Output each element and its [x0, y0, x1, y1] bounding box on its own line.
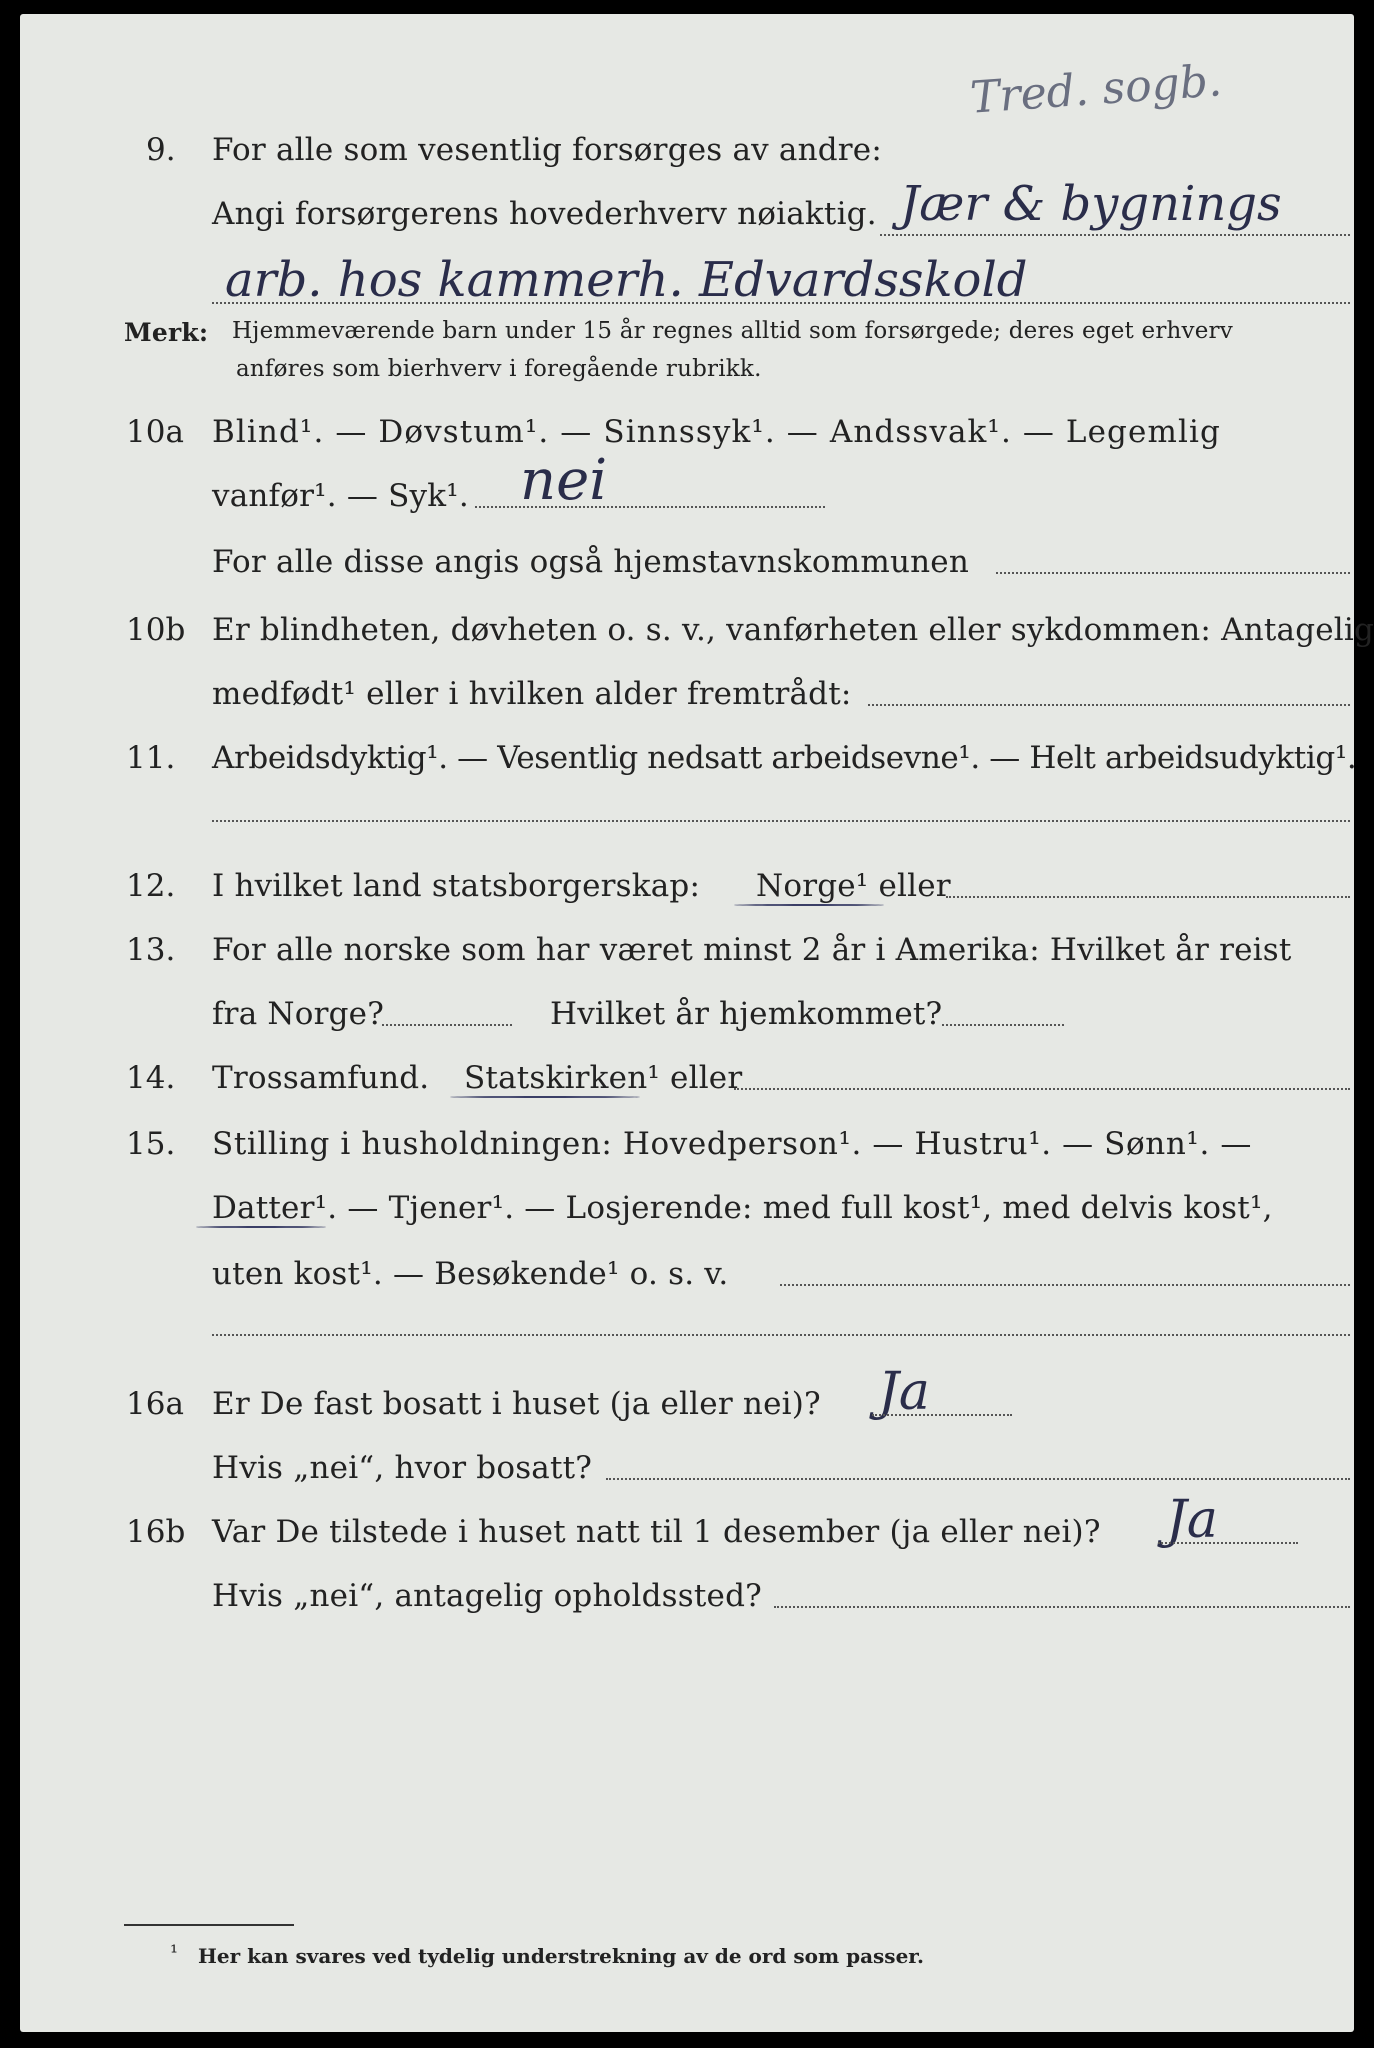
question-number: 13. — [126, 932, 176, 968]
answer-line — [880, 234, 1350, 236]
question-number: 10b — [126, 612, 186, 648]
question-number: 14. — [126, 1060, 176, 1096]
question-12 — [20, 868, 1354, 928]
question-number: 16a — [126, 1386, 184, 1422]
question-10a — [20, 414, 1354, 474]
question-number: 9. — [146, 132, 176, 168]
question-15-line-2 — [20, 1190, 1354, 1250]
question-16a-line-2 — [20, 1450, 1354, 1510]
note-text: Hjemmeværende barn under 15 år regnes alltid som forsørgede; deres eget erhverv — [232, 318, 1233, 344]
answer-line — [780, 1284, 1350, 1286]
question-number: 10a — [126, 414, 184, 450]
answer-line — [872, 1414, 1012, 1416]
question-10a-line-2 — [20, 448, 1354, 538]
note-text: anføres som bierhverv i foregående rubrikk. — [236, 356, 762, 382]
question-text: Arbeidsdyktig¹. — Vesentlig nedsatt arbeidsevne¹. — Helt arbeidsudyktig¹. — [212, 740, 1357, 776]
question-15 — [20, 1126, 1354, 1186]
answer-line — [606, 1478, 1350, 1480]
question-number: 15. — [126, 1126, 176, 1162]
question-10a-line-3 — [20, 544, 1354, 604]
question-13-line-2 — [20, 996, 1354, 1056]
question-13 — [20, 932, 1354, 992]
question-14 — [20, 1060, 1354, 1120]
answer-line — [734, 1088, 1350, 1090]
question-text: For alle norske som har været minst 2 år i Amerika: Hvilket år reist — [212, 932, 1292, 968]
question-text: Hvilket år hjemkommet? — [550, 996, 943, 1032]
question-text: Blind¹. — Døvstum¹. — Sinnssyk¹. — Andssvak¹. — Legemlig — [212, 414, 1221, 450]
question-text: I hvilket land statsborgerskap: — [212, 868, 701, 904]
note-merk-line-2 — [20, 356, 1354, 416]
question-text: Var De tilstede i huset natt til 1 desember (ja eller nei)? — [212, 1514, 1101, 1550]
option-text: Norge¹ eller — [756, 868, 951, 904]
answer-line — [1158, 1542, 1298, 1544]
handwritten-answer: Ja — [878, 1362, 930, 1422]
footnote-mark: ¹ — [170, 1940, 179, 1964]
footnote-text: Her kan svares ved tydelig understrekning av de ord som passer. — [198, 1944, 924, 1968]
handwritten-answer: arb. hos kammerh. Edvardsskold — [225, 252, 1028, 308]
question-text: uten kost¹. — Besøkende¹ o. s. v. — [212, 1256, 729, 1292]
question-text: Angi forsørgerens hovederhverv nøiaktig. — [212, 196, 877, 232]
answer-line — [996, 572, 1350, 574]
question-text: For alle som vesentlig forsørges av andre: — [212, 132, 882, 168]
handwritten-answer: Jær & bygnings — [900, 176, 1282, 232]
answer-line — [946, 896, 1350, 898]
answer-line — [212, 1334, 1350, 1336]
handwritten-answer: nei — [520, 448, 608, 513]
underline-mark-norge — [734, 904, 884, 906]
handwritten-answer: Ja — [1166, 1490, 1218, 1550]
answer-line — [212, 820, 1350, 822]
question-10b — [20, 612, 1374, 672]
answer-line — [382, 1024, 512, 1026]
option-text: Statskirken¹ eller — [464, 1060, 743, 1096]
question-10b-line-2 — [20, 676, 1354, 736]
question-text: vanfør¹. — Syk¹. — [212, 478, 469, 514]
answer-line — [868, 704, 1350, 706]
question-16b — [20, 1490, 1354, 1574]
question-text: Hvis „nei“, antagelig opholdssted? — [212, 1578, 762, 1614]
question-9-line-2 — [20, 176, 1354, 256]
question-15-line-3 — [20, 1256, 1354, 1316]
question-11 — [20, 740, 1357, 800]
note-label: Merk: — [124, 318, 209, 347]
census-form-page — [20, 14, 1374, 2032]
question-text: medfødt¹ eller i hvilken alder fremtrådt: — [212, 676, 852, 712]
question-text: Er blindheten, døvheten o. s. v., vanførheten eller sykdommen: Antagelig — [212, 612, 1374, 648]
question-text: Er De fast bosatt i huset (ja eller nei)? — [212, 1386, 821, 1422]
question-text: Trossamfund. — [212, 1060, 430, 1096]
question-16a — [20, 1362, 1354, 1446]
handwritten-annotation-top: Tred. sogb. — [968, 55, 1224, 124]
underline-mark-statskirken — [450, 1096, 640, 1098]
answer-line — [475, 506, 825, 508]
question-text: For alle disse angis også hjemstavnskommunen — [212, 544, 969, 580]
question-number: 16b — [126, 1514, 186, 1550]
answer-line — [212, 302, 1350, 304]
answer-line — [774, 1606, 1350, 1608]
question-text: Stilling i husholdningen: Hovedperson¹. — Hustru¹. — Sønn¹. — — [212, 1126, 1252, 1162]
question-number: 11. — [126, 740, 176, 776]
question-number: 12. — [126, 868, 176, 904]
question-text: Hvis „nei“, hvor bosatt? — [212, 1450, 593, 1486]
footnote-divider — [124, 1924, 294, 1926]
underline-mark-datter — [196, 1226, 326, 1228]
question-16b-line-2 — [20, 1578, 1354, 1638]
question-text: Datter¹. — Tjener¹. — Losjerende: med full kost¹, med delvis kost¹, — [212, 1190, 1273, 1226]
answer-line — [942, 1024, 1064, 1026]
question-text: fra Norge? — [212, 996, 385, 1032]
